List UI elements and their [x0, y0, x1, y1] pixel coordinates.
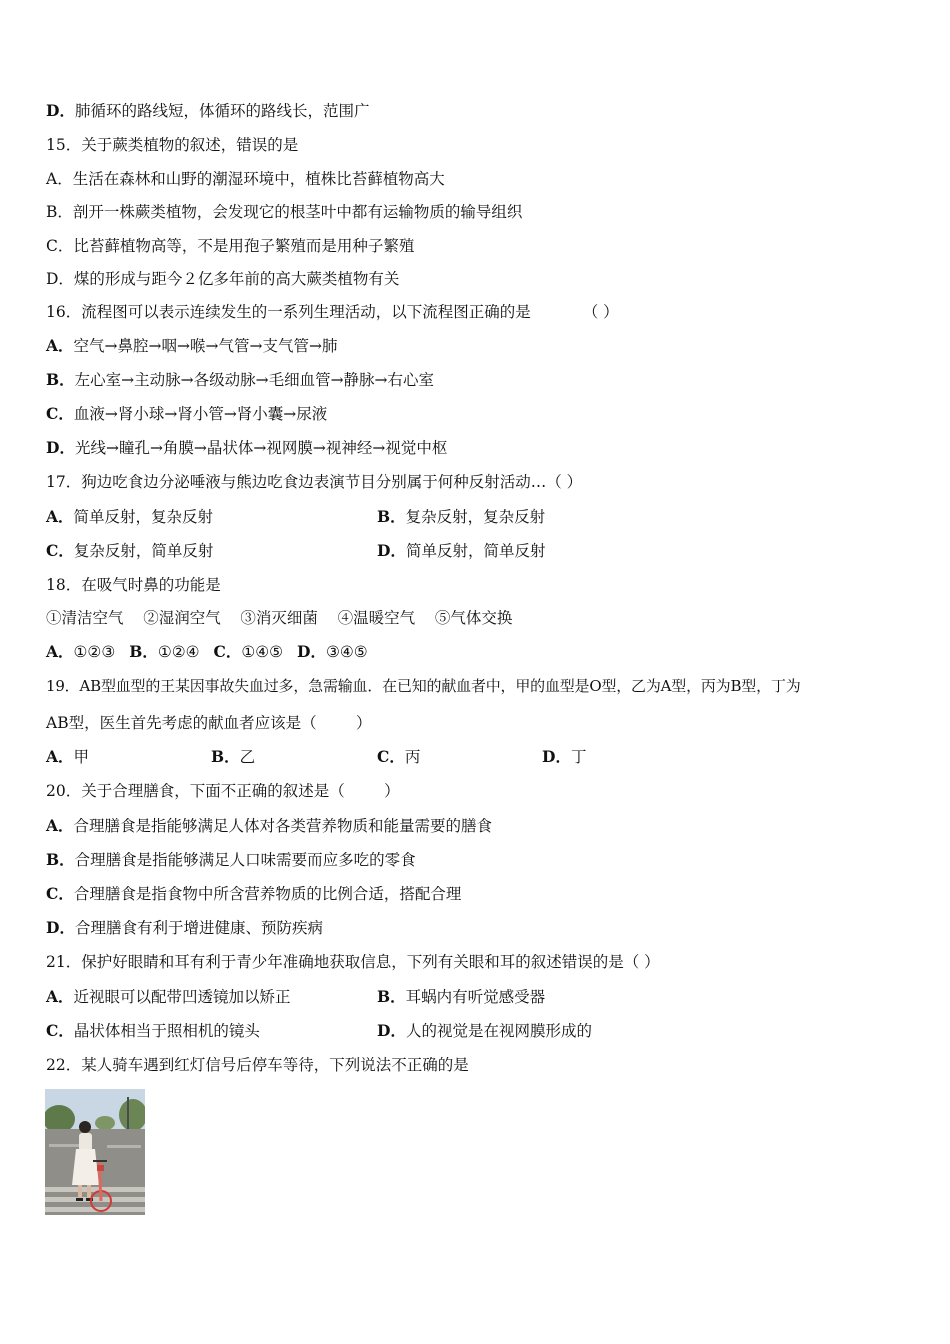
- person-walking-bicycle-photo: [45, 1089, 145, 1215]
- option-letter: A．: [46, 336, 74, 355]
- option-letter: A．: [46, 747, 74, 766]
- option-letter: D．: [297, 642, 326, 661]
- option-letter: D．: [377, 541, 406, 560]
- option-text: 合理膳食有利于增进健康、预防疾病: [74, 919, 323, 937]
- option-text: 简单反射，简单反射: [405, 542, 546, 560]
- option-text: ①②③: [73, 643, 116, 661]
- q19-option-b: [211, 747, 255, 767]
- q15-option-b: B．剖开一株蕨类植物，会发现它的根茎叶中都有运输物质的输导组织: [46, 203, 523, 221]
- q16-stem: [46, 302, 619, 322]
- option-text: 晶状体相当于照相机的镜头: [73, 1022, 260, 1040]
- option-letter: C．: [46, 404, 74, 423]
- q20-option-b: [46, 850, 416, 870]
- option-text: 丁: [570, 748, 587, 766]
- q21-stem: 21．保护好眼睛和耳有利于青少年准确地获取信息，下列有关眼和耳的叙述错误的是（ ）: [46, 953, 660, 971]
- option-letter: A．: [46, 642, 74, 661]
- q15-option-c: C．比苔藓植物高等，不是用孢子繁殖而是用种子繁殖: [46, 237, 415, 255]
- option-text: 合理膳食是指能够满足人口味需要而应多吃的零食: [74, 851, 416, 869]
- q20-stem: 20．关于合理膳食，下面不正确的叙述是（ ）: [46, 782, 400, 800]
- option-text: 复杂反射，简单反射: [73, 542, 214, 560]
- option-text: 丙: [404, 748, 421, 766]
- q19-stem-line2: AB型，医生首先考虑的献血者应该是（ ）: [46, 714, 372, 732]
- option-letter: A．: [46, 816, 74, 835]
- option-text: 光线→瞳孔→角膜→晶状体→视网膜→视神经→视觉中枢: [74, 439, 448, 457]
- answer-paren: （ ）: [582, 303, 619, 321]
- q22-stem: 22．某人骑车遇到红灯信号后停车等待，下列说法不正确的是: [46, 1056, 469, 1074]
- q20-option-a: [46, 816, 492, 836]
- q14-option-d: [46, 101, 369, 121]
- q20-option-d: [46, 918, 323, 938]
- option-letter: B．: [46, 850, 75, 869]
- option-letter: B．: [377, 987, 406, 1006]
- option-text: 复杂反射，复杂反射: [405, 508, 546, 526]
- option-text: 人的视觉是在视网膜形成的: [405, 1022, 592, 1040]
- q15-stem: 15．关于蕨类植物的叙述，错误的是: [46, 136, 299, 154]
- option-text: 肺循环的路线短，体循环的路线长，范围广: [74, 102, 370, 120]
- q19-option-d: [542, 747, 586, 767]
- q21-option-c: [46, 1021, 260, 1041]
- option-text: ③④⑤: [326, 643, 368, 661]
- option-text: 简单反射，复杂反射: [73, 508, 214, 526]
- option-letter: A．: [46, 987, 74, 1006]
- option-text: 甲: [73, 748, 90, 766]
- q21-option-d: [377, 1021, 592, 1041]
- q15-option-d: D．煤的形成与距今２亿多年前的高大蕨类植物有关: [46, 270, 400, 288]
- option-text: 左心室→主动脉→各级动脉→毛细血管→静脉→右心室: [74, 371, 435, 389]
- option-letter: C．: [46, 541, 74, 560]
- q21-option-a: [46, 987, 291, 1007]
- option-letter: D．: [46, 101, 75, 120]
- option-letter: B．: [211, 747, 240, 766]
- option-text: ①④⑤: [241, 643, 284, 661]
- option-letter: D．: [46, 438, 75, 457]
- q20-option-c: [46, 884, 461, 904]
- q19-option-c: [377, 747, 420, 767]
- option-letter: D．: [542, 747, 571, 766]
- q17-option-c: [46, 541, 213, 561]
- option-text: 近视眼可以配带凹透镜加以矫正: [73, 988, 291, 1006]
- q19-stem-line1: 19．AB型血型的王某因事故失血过多，急需输血．在已知的献血者中，甲的血型是O型，乙为A型，丙为B型，丁为: [46, 677, 801, 695]
- q19-option-a: [46, 747, 89, 767]
- option-letter: B．: [46, 370, 75, 389]
- option-letter: D．: [377, 1021, 406, 1040]
- option-letter: C．: [46, 884, 74, 903]
- q17-option-d: [377, 541, 545, 561]
- q18-items: ①清洁空气 ②湿润空气 ③消灭细菌 ④温暖空气 ⑤气体交换: [46, 609, 513, 627]
- q16-option-d: [46, 438, 447, 458]
- q17-stem: 17．狗边吃食边分泌唾液与熊边吃食边表演节目分别属于何种反射活动…（ ）: [46, 473, 583, 491]
- q15-option-a: A．生活在森林和山野的潮湿环境中，植株比苔藓植物高大: [46, 170, 445, 188]
- option-text: ①②④: [157, 643, 200, 661]
- option-text: 合理膳食是指能够满足人体对各类营养物质和能量需要的膳食: [73, 817, 493, 835]
- option-letter: C．: [46, 1021, 74, 1040]
- option-text: 血液→肾小球→肾小管→肾小囊→尿液: [73, 405, 328, 423]
- q17-option-a: [46, 507, 213, 527]
- option-text: 乙: [239, 748, 256, 766]
- q17-option-b: [377, 507, 545, 527]
- option-letter: B．: [377, 507, 406, 526]
- q18-stem: 18．在吸气时鼻的功能是: [46, 576, 221, 594]
- q16-stem-text: 16．流程图可以表示连续发生的一系列生理活动，以下流程图正确的是: [46, 303, 531, 321]
- q21-option-b: [377, 987, 545, 1007]
- q18-options: [46, 642, 368, 662]
- option-letter: C．: [377, 747, 405, 766]
- q16-option-c: [46, 404, 327, 424]
- option-letter: B．: [129, 642, 158, 661]
- option-text: 耳蜗内有听觉感受器: [405, 988, 546, 1006]
- option-letter: C．: [213, 642, 242, 661]
- option-letter: D．: [46, 918, 75, 937]
- q16-option-a: [46, 336, 337, 356]
- option-letter: A．: [46, 507, 74, 526]
- option-text: 空气→鼻腔→咽→喉→气管→支气管→肺: [73, 337, 338, 355]
- q16-option-b: [46, 370, 434, 390]
- option-text: 合理膳食是指食物中所含营养物质的比例合适，搭配合理: [73, 885, 462, 903]
